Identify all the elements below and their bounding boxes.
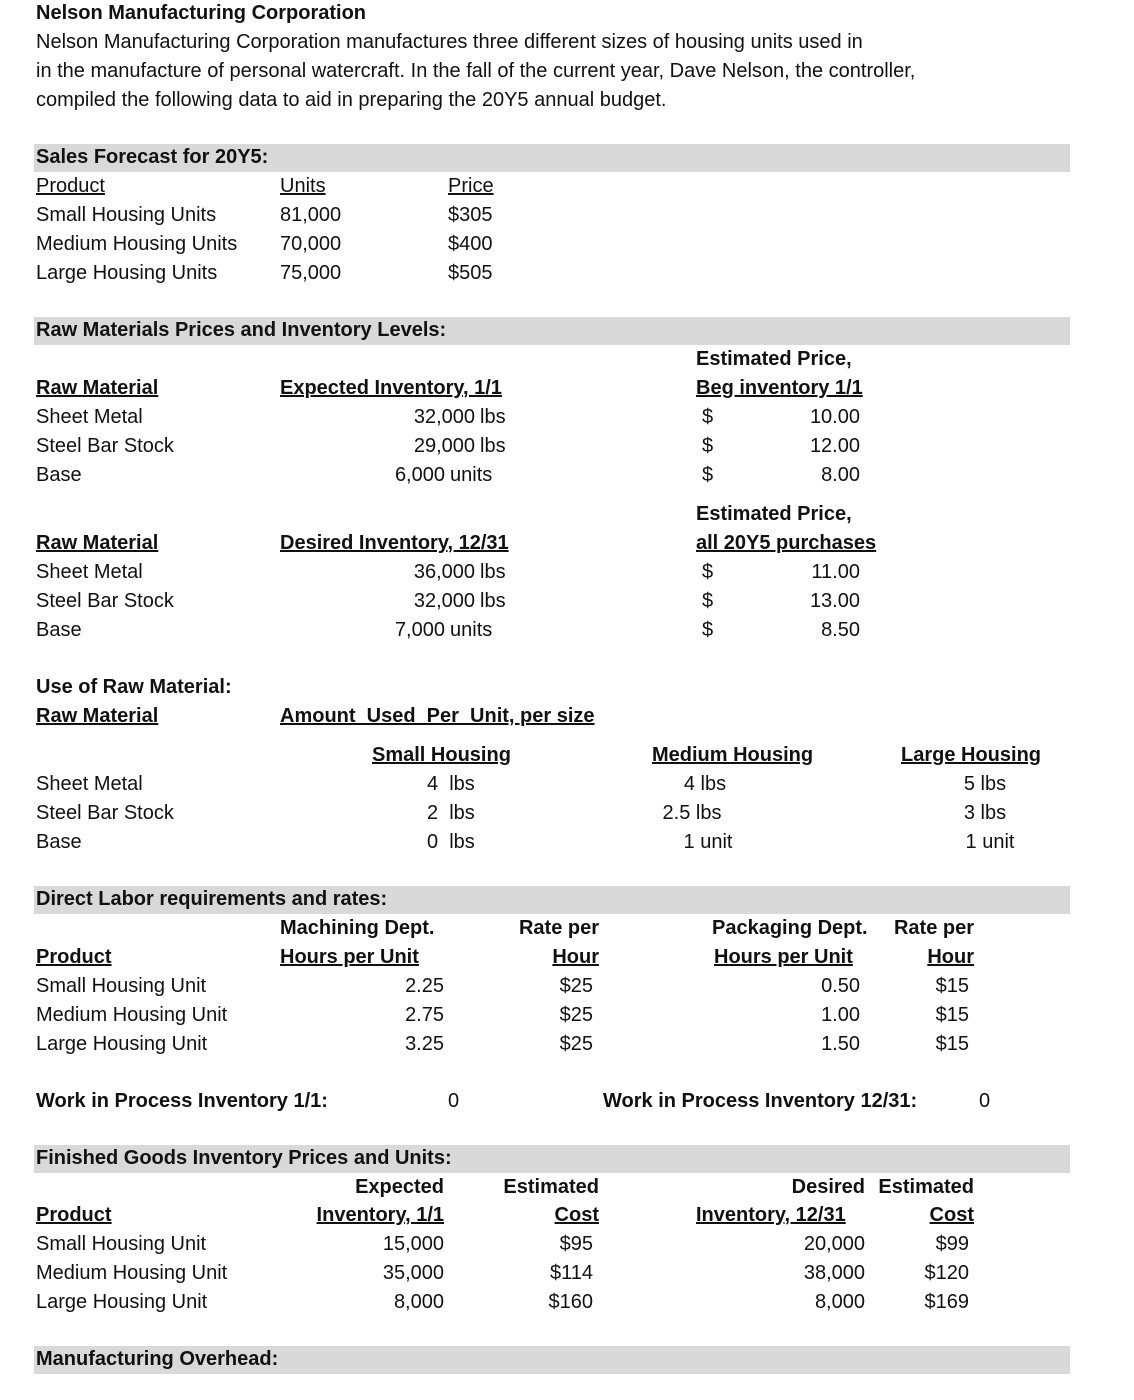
col-header-raw-material: Raw Material: [36, 532, 159, 554]
sales-units: 70,000: [280, 233, 342, 255]
amount-used-header: Amount Used Per Unit, per size: [280, 705, 595, 727]
usage-small: 0 lbs: [427, 831, 475, 853]
wip-beg-label: Work in Process Inventory 1/1:: [36, 1090, 328, 1112]
packaging-rate: $15: [935, 1004, 969, 1026]
usage-large: 5 lbs: [963, 773, 1007, 795]
packaging-rate-header: Rate per: [893, 917, 974, 939]
fg-expected: 15,000: [382, 1233, 444, 1255]
currency-symbol: $: [702, 406, 714, 428]
usage-material: Sheet Metal: [36, 773, 143, 795]
raw-material-qty: 29,000: [413, 435, 475, 457]
usage-material: Steel Bar Stock: [36, 802, 174, 824]
intro-line: in the manufacture of personal watercraft. In the fall of the current year, Dave Nelson, the controller,: [36, 60, 916, 82]
fg-end-cost: $120: [924, 1262, 969, 1284]
col-header-units: Units: [280, 175, 326, 197]
usage-medium: 2.5 lbs: [662, 802, 722, 824]
packaging-rate: $15: [935, 1033, 969, 1055]
raw-material-price: 13.00: [809, 590, 860, 612]
overhead-heading: Manufacturing Overhead:: [36, 1348, 279, 1370]
usage-medium: 4 lbs: [683, 773, 727, 795]
fg-expected: 8,000: [393, 1291, 444, 1313]
raw-material-unit: units: [450, 464, 493, 486]
machining-rate: $25: [559, 1004, 593, 1026]
raw-material-name: Base: [36, 619, 82, 641]
labor-product: Large Housing Unit: [36, 1033, 208, 1055]
sales-price: $305: [448, 204, 493, 226]
raw-material-name: Sheet Metal: [36, 561, 143, 583]
size-header-medium: Medium Housing: [652, 744, 814, 766]
packaging-hours: 1.50: [821, 1033, 860, 1055]
sales-price: $400: [448, 233, 493, 255]
sales-forecast-heading: Sales Forecast for 20Y5:: [36, 146, 269, 168]
usage-small: 4 lbs: [427, 773, 475, 795]
fg-expected: 35,000: [382, 1262, 444, 1284]
beg-cost-subheader: Cost: [554, 1204, 599, 1226]
sales-product: Small Housing Units: [36, 204, 217, 226]
raw-materials-heading: Raw Materials Prices and Inventory Levels:: [36, 319, 447, 341]
raw-material-price: 10.00: [809, 406, 860, 428]
fg-product: Large Housing Unit: [36, 1291, 208, 1313]
currency-symbol: $: [702, 561, 714, 583]
machining-hours: 2.75: [405, 1004, 444, 1026]
currency-symbol: $: [702, 435, 714, 457]
raw-material-qty: 36,000: [413, 561, 475, 583]
desired-subheader: Inventory, 12/31: [696, 1204, 846, 1226]
currency-symbol: $: [702, 619, 714, 641]
finished-goods-heading: Finished Goods Inventory Prices and Units:: [36, 1147, 452, 1169]
fg-desired: 38,000: [803, 1262, 865, 1284]
col-header-raw-material: Raw Material: [36, 705, 159, 727]
raw-material-name: Sheet Metal: [36, 406, 143, 428]
expected-header: Expected: [355, 1176, 444, 1198]
raw-material-price: 8.00: [821, 464, 860, 486]
direct-labor-heading: Direct Labor requirements and rates:: [36, 888, 388, 910]
raw-material-price: 8.50: [821, 619, 860, 641]
fg-desired: 8,000: [814, 1291, 865, 1313]
labor-product: Small Housing Unit: [36, 975, 207, 997]
fg-beg-cost: $114: [549, 1262, 593, 1284]
usage-large: 3 lbs: [963, 802, 1007, 824]
wip-beg-value: 0: [448, 1090, 460, 1112]
company-title: Nelson Manufacturing Corporation: [36, 2, 366, 24]
raw-material-price: 11.00: [811, 561, 860, 583]
packaging-hours: 1.00: [821, 1004, 860, 1026]
fg-end-cost: $99: [935, 1233, 969, 1255]
raw-material-unit: lbs: [480, 561, 506, 583]
fg-product: Small Housing Unit: [36, 1233, 207, 1255]
beg-price-header: Estimated Price,: [696, 348, 852, 370]
col-header-desired-inventory: Desired Inventory, 12/31: [280, 532, 509, 554]
use-of-material-heading: Use of Raw Material:: [36, 676, 232, 698]
packaging-subheader: Hours per Unit: [714, 946, 853, 968]
raw-material-qty: 7,000: [394, 619, 445, 641]
raw-material-unit: lbs: [480, 435, 506, 457]
raw-material-name: Base: [36, 464, 82, 486]
beg-price-subheader: Beg inventory 1/1: [696, 377, 863, 399]
packaging-hours: 0.50: [821, 975, 860, 997]
sales-units: 81,000: [280, 204, 342, 226]
col-header-product: Product: [36, 946, 112, 968]
fg-end-cost: $169: [924, 1291, 969, 1313]
wip-end-label: Work in Process Inventory 12/31:: [603, 1090, 918, 1112]
fg-beg-cost: $160: [548, 1291, 593, 1313]
intro-line: compiled the following data to aid in preparing the 20Y5 annual budget.: [36, 89, 667, 111]
col-header-raw-material: Raw Material: [36, 377, 159, 399]
machining-rate: $25: [559, 975, 593, 997]
machining-subheader: Hours per Unit: [280, 946, 419, 968]
usage-large: 1 unit: [965, 831, 1015, 853]
col-header-product: Product: [36, 1204, 112, 1226]
sales-price: $505: [448, 262, 493, 284]
machining-hours: 3.25: [405, 1033, 444, 1055]
raw-material-name: Steel Bar Stock: [36, 590, 174, 612]
machining-rate-subheader: Hour: [552, 946, 599, 968]
usage-material: Base: [36, 831, 82, 853]
size-header-small: Small Housing: [372, 744, 511, 766]
fg-beg-cost: $95: [559, 1233, 593, 1255]
end-price-subheader: all 20Y5 purchases: [696, 532, 877, 554]
raw-material-qty: 32,000: [413, 406, 475, 428]
machining-hours: 2.25: [405, 975, 444, 997]
expected-subheader: Inventory, 1/1: [316, 1204, 444, 1226]
intro-line: Nelson Manufacturing Corporation manufactures three different sizes of housing units used in: [36, 31, 863, 53]
sales-product: Large Housing Units: [36, 262, 218, 284]
fg-product: Medium Housing Unit: [36, 1262, 228, 1284]
col-header-expected-inventory: Expected Inventory, 1/1: [280, 377, 502, 399]
col-header-product: Product: [36, 175, 105, 197]
raw-material-name: Steel Bar Stock: [36, 435, 174, 457]
desired-header: Desired: [791, 1176, 865, 1198]
fg-desired: 20,000: [803, 1233, 865, 1255]
size-header-large: Large Housing: [901, 744, 1042, 766]
raw-material-unit: lbs: [480, 406, 506, 428]
wip-end-value: 0: [979, 1090, 991, 1112]
end-price-header: Estimated Price,: [696, 503, 852, 525]
packaging-rate-subheader: Hour: [927, 946, 974, 968]
beg-cost-header: Estimated: [503, 1176, 599, 1198]
usage-medium: 1 unit: [683, 831, 733, 853]
raw-material-price: 12.00: [809, 435, 860, 457]
machining-rate-header: Rate per: [518, 917, 599, 939]
raw-material-unit: lbs: [480, 590, 506, 612]
end-cost-subheader: Cost: [929, 1204, 974, 1226]
usage-small: 2 lbs: [427, 802, 475, 824]
sales-units: 75,000: [280, 262, 342, 284]
end-cost-header: Estimated: [878, 1176, 974, 1198]
currency-symbol: $: [702, 590, 714, 612]
machining-rate: $25: [559, 1033, 593, 1055]
raw-material-qty: 32,000: [413, 590, 475, 612]
labor-product: Medium Housing Unit: [36, 1004, 228, 1026]
machining-header: Machining Dept.: [280, 917, 435, 939]
raw-material-qty: 6,000: [394, 464, 445, 486]
col-header-price: Price: [448, 175, 494, 197]
packaging-rate: $15: [935, 975, 969, 997]
currency-symbol: $: [702, 464, 714, 486]
sales-product: Medium Housing Units: [36, 233, 238, 255]
raw-material-unit: units: [450, 619, 493, 641]
packaging-header: Packaging Dept.: [712, 917, 868, 939]
